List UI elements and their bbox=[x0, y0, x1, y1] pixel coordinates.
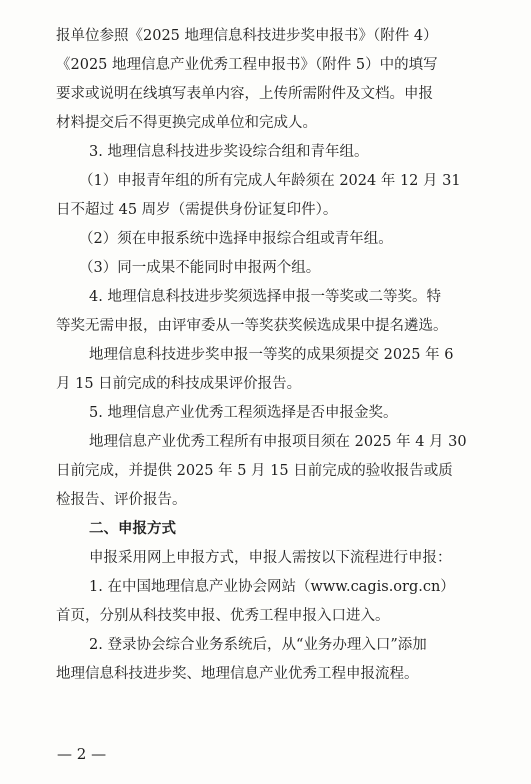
text-line-12: 地理信息科技进步奖申报一等奖的成果须提交 2025 年 6 bbox=[89, 347, 454, 363]
text-line-8: （2）须在申报系统中选择申报综合组或青年组。 bbox=[79, 231, 393, 247]
text-line-1: 报单位参照《2025 地理信息科技进步奖申报书》（附件 4） bbox=[56, 28, 438, 44]
text-line-11: 等奖无需申报，由评审委从一等奖获奖候选成果中提名遴选。 bbox=[56, 318, 448, 334]
text-line-17: 检报告、评价报告。 bbox=[56, 492, 187, 508]
text-line-21: 首页，分别从科技奖申报、优秀工程申报入口进入。 bbox=[56, 608, 390, 624]
text-line-5: 3. 地理信息科技进步奖设综合组和青年组。 bbox=[89, 144, 369, 160]
text-line-4: 材料提交后不得更换完成单位和完成人。 bbox=[56, 115, 317, 131]
text-line-16: 日前完成，并提供 2025 年 5 月 15 日前完成的验收报告或质 bbox=[56, 463, 453, 479]
page-number: — 2 — bbox=[57, 745, 107, 763]
text-line-23: 地理信息科技进步奖、地理信息产业优秀工程申报流程。 bbox=[56, 666, 419, 682]
text-line-20: 1. 在中国地理信息产业协会网站（www.cagis.org.cn） bbox=[89, 579, 455, 595]
text-line-22: 2. 登录协会综合业务系统后，从“业务办理入口”添加 bbox=[89, 637, 427, 653]
text-line-14: 5. 地理信息产业优秀工程须选择是否申报金奖。 bbox=[89, 405, 398, 421]
text-line-19: 申报采用网上申报方式，申报人需按以下流程进行申报： bbox=[89, 550, 452, 566]
text-line-7: 日不超过 45 周岁（需提供身份证复印件）。 bbox=[56, 202, 338, 218]
section-heading: 二、申报方式 bbox=[89, 521, 176, 537]
text-line-3: 要求或说明在线填写表单内容，上传所需附件及文档。申报 bbox=[56, 86, 433, 102]
text-line-15: 地理信息产业优秀工程所有申报项目须在 2025 年 4 月 30 bbox=[89, 434, 467, 450]
text-line-2: 《2025 地理信息产业优秀工程申报书》（附件 5）中的填写 bbox=[56, 57, 438, 73]
text-line-13: 月 15 日前完成的科技成果评价报告。 bbox=[56, 376, 302, 392]
text-line-6: （1）申报青年组的所有完成人年龄须在 2024 年 12 月 31 bbox=[79, 173, 461, 189]
text-line-10: 4. 地理信息科技进步奖须选择申报一等奖或二等奖。特 bbox=[89, 289, 441, 305]
text-line-9: （3）同一成果不能同时申报两个组。 bbox=[79, 260, 321, 276]
